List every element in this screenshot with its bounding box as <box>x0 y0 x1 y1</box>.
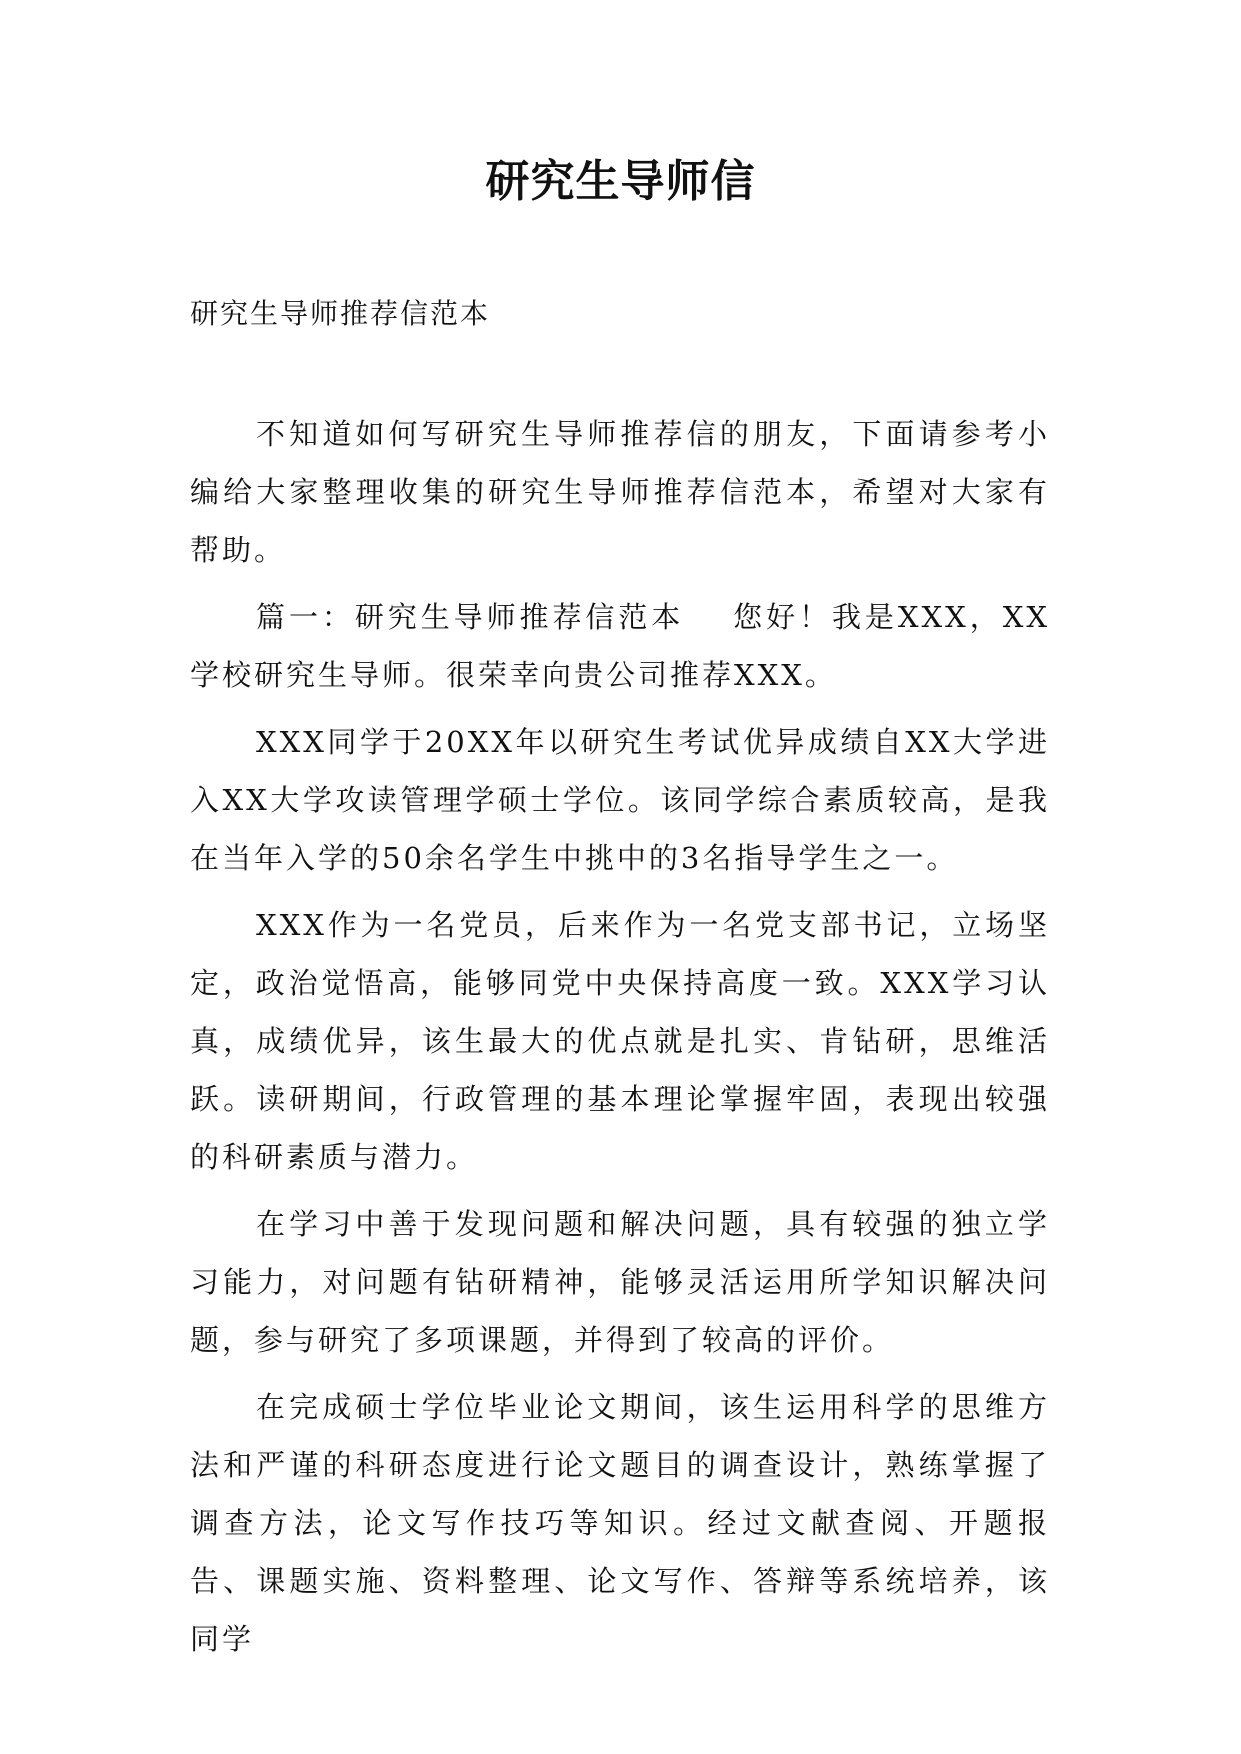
section-paragraph <box>190 588 1050 704</box>
body-paragraph: XXX作为一名党员，后来作为一名党支部书记，立场坚定，政治觉悟高，能够同党中央保持高度一致。XXX学习认真，成绩优异，该生最大的优点就是扎实、肯钻研，思维活跃。读研期间，行政管理的基本理论掌握牢固，表现出较强的科研素质与潜力。 <box>190 908 1050 1174</box>
document-body <box>190 405 1050 1677</box>
body-paragraph: XXX同学于20XX年以研究生考试优异成绩自XX大学进入XX大学攻读管理学硕士学位。该同学综合素质较高，是我在当年入学的50余名学生中挑中的3名指导学生之一。 <box>190 725 1050 875</box>
section-text: 您好！我是XXX，XX学校研究生导师。很荣幸向贵公司推荐XXX。 <box>190 600 1050 692</box>
document-title: 研究生导师信 <box>485 156 756 207</box>
section-heading: 篇一：研究生导师推荐信范本 <box>256 600 685 634</box>
document-subtitle: 研究生导师推荐信范本 <box>190 297 491 330</box>
intro-paragraph: 不知道如何写研究生导师推荐信的朋友，下面请参考小编给大家整理收集的研究生导师推荐信范本，希望对大家有帮助。 <box>190 417 1050 567</box>
body-paragraph: 在学习中善于发现问题和解决问题，具有较强的独立学习能力，对问题有钻研精神，能够灵活运用所学知识解决问题，参与研究了多项课题，并得到了较高的评价。 <box>190 1207 1050 1357</box>
body-paragraph: 在完成硕士学位毕业论文期间，该生运用科学的思维方法和严谨的科研态度进行论文题目的调查设计，熟练掌握了调查方法，论文写作技巧等知识。经过文献查阅、开题报告、课题实施、资料整理、论文写作、答辩等系统培养，该同学 <box>190 1390 1050 1656</box>
